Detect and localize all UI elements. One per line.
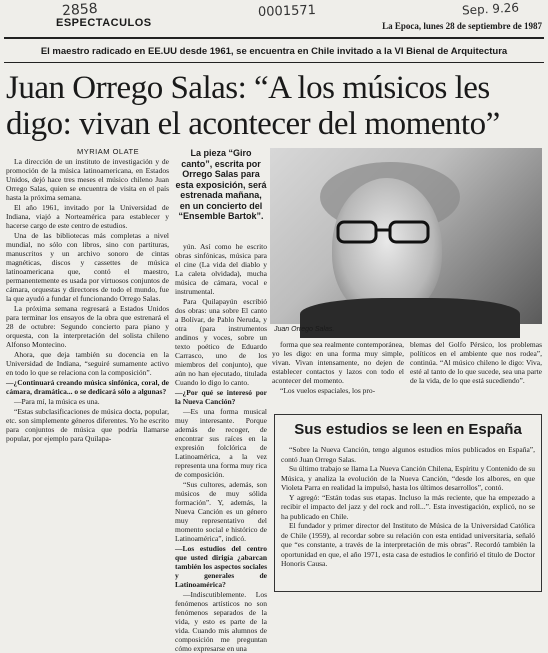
interview-question: —¿Por qué se interesó por la Nueva Canción? <box>175 388 267 406</box>
byline: MYRIAM OLATE <box>77 147 140 156</box>
article-column-2 <box>175 242 267 653</box>
article-column-3 <box>272 340 404 412</box>
headline: Juan Orrego Salas: “A los músicos les digo: vivan el acontecer del momento” <box>6 70 500 142</box>
paragraph: El fundador y primer director del Instituto de Música de la Universidad Católica de Chile (1959), al recordar sobre su relación con esta entidad universitaria, señaló que “es constante, a través de la interpretación de mis obras”. Recordó también la oportunidad en que, el año 1971, esta casa de estudios le confirió el título de Doctor Honoris Causa. <box>281 521 535 568</box>
handwritten-reference-right: Sep. 9.26 <box>461 0 520 18</box>
paragraph: “Sobre la Nueva Canción, tengo algunos estudios míos publicados en España”, contó Juan Orrego Salas. <box>281 445 535 464</box>
sidebar-text <box>281 445 535 569</box>
masthead-rule <box>4 37 544 39</box>
portrait-photo <box>270 148 542 324</box>
handwritten-reference-middle: 0001571 <box>257 2 317 21</box>
article-column-4 <box>410 340 542 412</box>
paragraph: La próxima semana regresará a Estados Unidos para terminar los ensayos de la obra que estrenará el 28 de octubre: Segundo concierto para piano y orquesta, con la interpretación del solista chileno Alfonso Montecino. <box>6 304 169 349</box>
kicker: El maestro radicado en EE.UU desde 1961, se encuentra en Chile invitado a la VI Bienal de Arquitectura <box>40 46 508 57</box>
paragraph: Ahora, que deja también su docencia en la Universidad de Indiana, “seguiré sumamente activo en todo lo que se relaciona con la composición”. <box>6 350 169 377</box>
paragraph: —Es una forma musical muy interesante. Porque además de recoger, de encontrar sus raíces en la expresión folclórica de Latinoamérica, a la vez representa una forma muy rica de composición. <box>175 407 267 479</box>
paragraph: “Sus cultores, además, son músicos de muy sólida formación”. Y, además, la Nueva Canción es un género muy representativo del momento social e histórico de Latinoamérica”, indicó. <box>175 480 267 543</box>
article-column-1 <box>6 157 169 597</box>
kicker-rule <box>4 62 544 63</box>
paragraph: Una de las bibliotecas más completas a nivel mundial, no sólo con libros, sino con partituras, manuscritos y un archivo sonoro de cintas magnéticas, discos y cassettes de música latinoamericana que, contó el maestro, permanentemente es usada por virtuosos conjuntos de cámara, orquestas y directores de todo el mundo, fue la que ayudó a fundar el funcionando Orrego Salas. <box>6 231 169 303</box>
paragraph: —Para mí, la música es una. <box>14 397 100 406</box>
pull-quote-caption: La pieza “Giro canto”, escrita por Orrego Salas para esta exposición, será estrenada mañana, en un concierto del “Ensemble Bartok”. <box>175 148 267 221</box>
paragraph: —Indiscutiblemente. Los fenómenos artísticos no son fenómenos separados de la vida, y esto es parte de la vida. Cuando mis alumnos de composición me preguntan cómo expresarse en una <box>175 590 267 653</box>
paragraph: yún. Así como he escrito obras sinfónicas, música para el cine (La vida del diablo y La caleta olvidada), mucha música de cámara, vocal e instrumental. <box>175 242 267 296</box>
paragraph: blemas del Golfo Pérsico, los problemas políticos en el ambiente que nos rodea”, continúa. “Al músico chileno le digo: Viva, esté al tanto de lo que sucede, sea una parte de la vida, de lo que está sucediendo”. <box>410 340 542 385</box>
paragraph: Su último trabajo se llama La Nueva Canción Chilena, Espíritu y Contenido de su Música, y analiza la evolución de la Nueva Canción, “desde los albores, en que Violeta Parra en realidad la impulsó, hasta los últimos desarrollos”, contó. <box>281 464 535 492</box>
section-title: ESPECTACULOS <box>56 17 152 29</box>
paragraph: La dirección de un instituto de investigación y de promoción de la música latinoamericana, en Estados Unidos, dejó hace tres meses el músico chileno Juan Orrego Salas, quien se encuentra de visita en el país hasta la próxima semana. <box>6 157 169 202</box>
photo-glasses-shape <box>334 220 434 244</box>
handwritten-reference-left: 2858 <box>61 0 99 20</box>
masthead <box>0 15 548 35</box>
paragraph: Para Quilapayún escribió dos obras: una sobre El canto a Bolívar, de Pablo Neruda, y otra (para instrumentos andinos y voces, sobre un texto poético de Eduardo Carrasco, uno de los miembros del conjunto), que aún no han ejecutado, titulada Cuando lo digo lo canto. <box>175 297 267 387</box>
sidebar-title: Sus estudios se leen en España <box>294 421 522 438</box>
dateline: La Epoca, lunes 28 de septiembre de 1987 <box>382 21 542 31</box>
paragraph: “Los vuelos espaciales, los pro- <box>280 386 376 395</box>
sidebar-box <box>274 414 542 592</box>
paragraph: El año 1961, invitado por la Universidad de Indiana, viajó a Norteamérica para establecer y hacerse cargo de este centro de estudios. <box>6 203 169 230</box>
interview-question: —Los estudios del centro que usted dirigía ¿abarcan también los aspectos sociales y generales de Latinoamérica? <box>175 544 267 589</box>
photo-face-shape <box>332 178 442 318</box>
paragraph: Y agregó: “Están todas sus etapas. Incluso la más reciente, que ha empezado a recibir el impacto del jazz y del rock and roll...”. Esta investigación, explicó, no se ha publicado en Chile. <box>281 492 535 521</box>
photo-caption: Juan Orrego Salas. <box>274 326 335 333</box>
paragraph: forma que sea realmente contemporánea, yo les digo: en una forma muy simple, vivan. Vivan intensamente, no dejen de establecer contactos y lazos con todo el acontecer del momento. <box>272 340 404 385</box>
paragraph: “Estas subclasificaciones de música docta, popular, etc. son simplemente géneros diferentes. Yo he escrito para conjuntos de música que podría llamarse popular, por ejemplo para Quilapa- <box>6 407 169 443</box>
interview-question: —¿Continuará creando música sinfónica, coral, de cámara, dramática... o se dedicará sólo a algunas? <box>6 378 169 396</box>
